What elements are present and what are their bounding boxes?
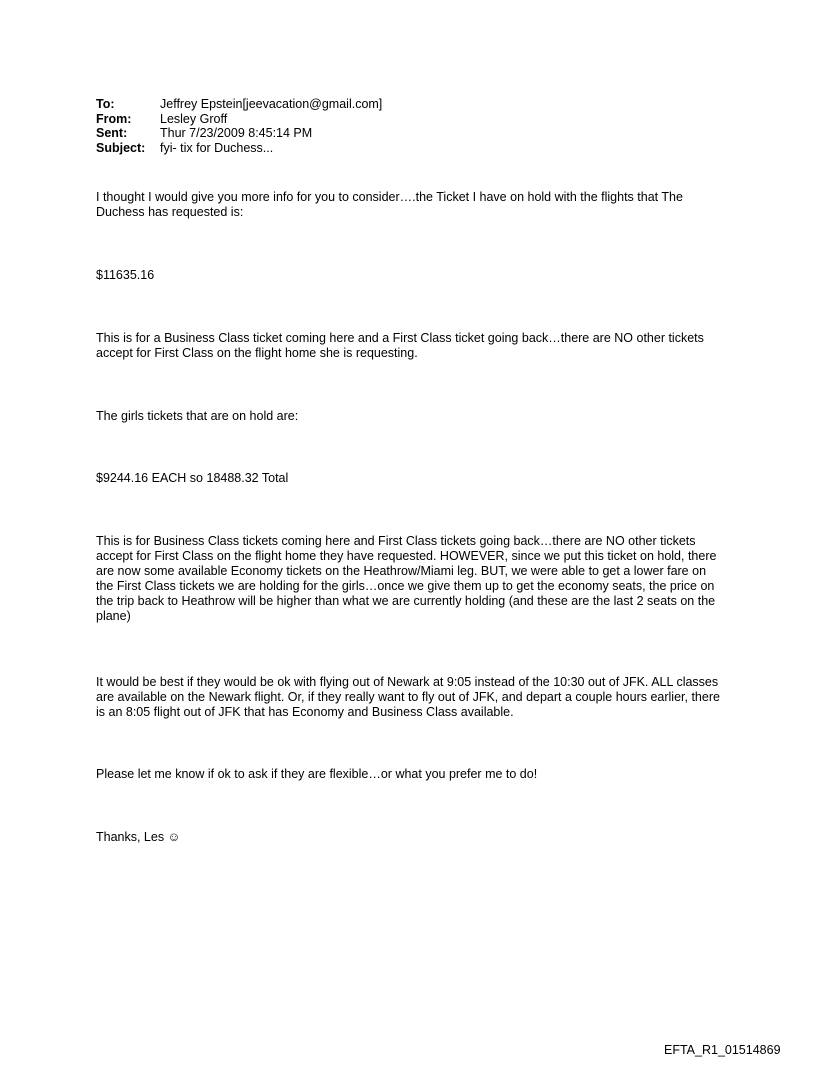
body-paragraph-request: Please let me know if ok to ask if they are flexible…or what you prefer me to do! <box>96 767 538 781</box>
to-row <box>96 97 382 112</box>
subject-label: Subject: <box>96 140 146 155</box>
from-value: Lesley Groff <box>160 111 228 126</box>
sent-row <box>96 126 382 141</box>
from-label: From: <box>96 111 132 126</box>
body-paragraph-intro: I thought I would give you more info for you to consider….the Ticket I have on hold with the flights that The Duchess has requested is: <box>96 190 683 219</box>
subject-row <box>96 141 382 156</box>
body-paragraph-girls-intro: The girls tickets that are on hold are: <box>96 409 299 423</box>
to-value: Jeffrey Epstein[jeevacation@gmail.com] <box>160 97 383 111</box>
body-paragraph-flight-options: It would be best if they would be ok with flying out of Newark at 9:05 instead of the 10:30 out of JFK. ALL classes are available on the Newark flight. Or, if they really want to fly out of JFK, and depart a couple hours earlier, there is an 8:05 flight out of JFK that has Economy and Business Class available. <box>96 675 720 719</box>
email-header <box>96 97 382 155</box>
subject-value: fyi- tix for Duchess... <box>160 140 274 155</box>
to-label: To: <box>96 97 115 111</box>
body-price-girls: $9244.16 EACH so 18488.32 Total <box>96 471 289 485</box>
body-paragraph-duchess-ticket: This is for a Business Class ticket coming here and a First Class ticket going back…there are NO other tickets accept for First Class on the flight home she is requesting. <box>96 331 704 360</box>
document-id: EFTA_R1_01514869 <box>664 1043 781 1057</box>
body-signoff: Thanks, Les ☺ <box>96 830 181 844</box>
sent-label: Sent: <box>96 126 128 140</box>
sent-value: Thur 7/23/2009 8:45:14 PM <box>160 126 313 140</box>
from-row <box>96 112 382 127</box>
body-paragraph-girls-ticket: This is for Business Class tickets coming here and First Class tickets going back…there are NO other tickets accept for First Class on the flight home they have requested. HOWEVER, since we put this ticket on hold, there are now some available Economy tickets on the Heathrow/Miami leg. BUT, we were able to get a lower fare on the First Class tickets we are holding for the girls…once we give them up to get the economy seats, the price on the trip back to Heathrow will be higher than what we are currently holding (and these are the last 2 seats on the plane) <box>96 534 717 623</box>
body-price-duchess: $11635.16 <box>96 268 155 282</box>
